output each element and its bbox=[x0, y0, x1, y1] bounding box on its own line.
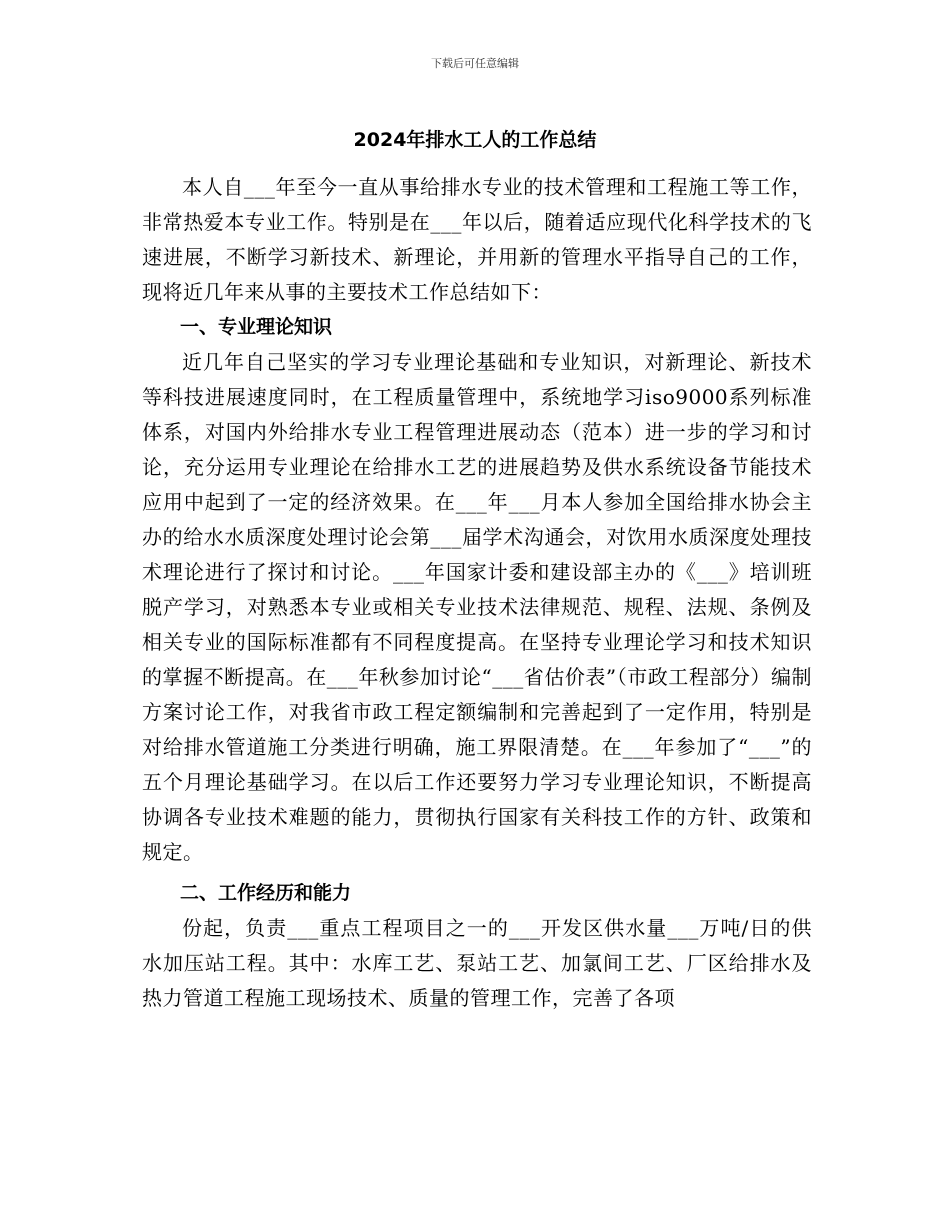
section2-paragraph: 份起，负责___重点工程项目之一的___开发区供水量___万吨/日的供水加压站工程。其中：水库工艺、泵站工艺、加氯间工艺、厂区给排水及热力管道工程施工现场技术、质量的管理工作，完善了各项 bbox=[142, 916, 812, 1010]
intro-paragraph: 本人自___年至今一直从事给排水专业的技术管理和工程施工等工作，非常热爱本专业工作。特别是在___年以后，随着适应现代化科学技术的飞速进展，不断学习新技术、新理论，并用新的管理水平指导自己的工作，现将近几年来从事的主要技术工作总结如下： bbox=[142, 175, 812, 304]
section-heading-2: 二、工作经历和能力 bbox=[180, 882, 352, 904]
header-note: 下载后可任意编辑 bbox=[431, 57, 519, 70]
section-heading-1: 一、专业理论知识 bbox=[180, 316, 333, 338]
section1-paragraph: 近几年自己坚实的学习专业理论基础和专业知识，对新理论、新技术等科技进展速度同时，在工程质量管理中，系统地学习iso9000系列标准体系，对国内外给排水专业工程管理进展动态（范本）进一步的学习和讨论，充分运用专业理论在给排水工艺的进展趋势及供水系统设备节能技术应用中起到了一定的经济效果。在___年___月本人参加全国给排水协会主办的给水水质深度处理讨论会第___届学术沟通会，对饮用水质深度处理技术理论进行了探讨和讨论。___年国家计委和建设部主办的《___》培训班脱产学习，对熟悉本专业或相关专业技术法律规范、规程、法规、条例及相关专业的国际标准都有不同程度提高。在坚持专业理论学习和技术知识的掌握不断提高。在___年秋参加讨论“___省估价表”（市政工程部分）编制方案讨论工作，对我省市政工程定额编制和完善起到了一定作用，特别是对给排水管道施工分类进行明确，施工界限清楚。在___年参加了“___”的五个月理论基础学习。在以后工作还要努力学习专业理论知识，不断提高协调各专业技术难题的能力，贯彻执行国家有关科技工作的方针、政策和规定。 bbox=[142, 350, 812, 864]
document-body bbox=[142, 170, 812, 1016]
document-title: 2024年排水工人的工作总结 bbox=[353, 129, 597, 151]
